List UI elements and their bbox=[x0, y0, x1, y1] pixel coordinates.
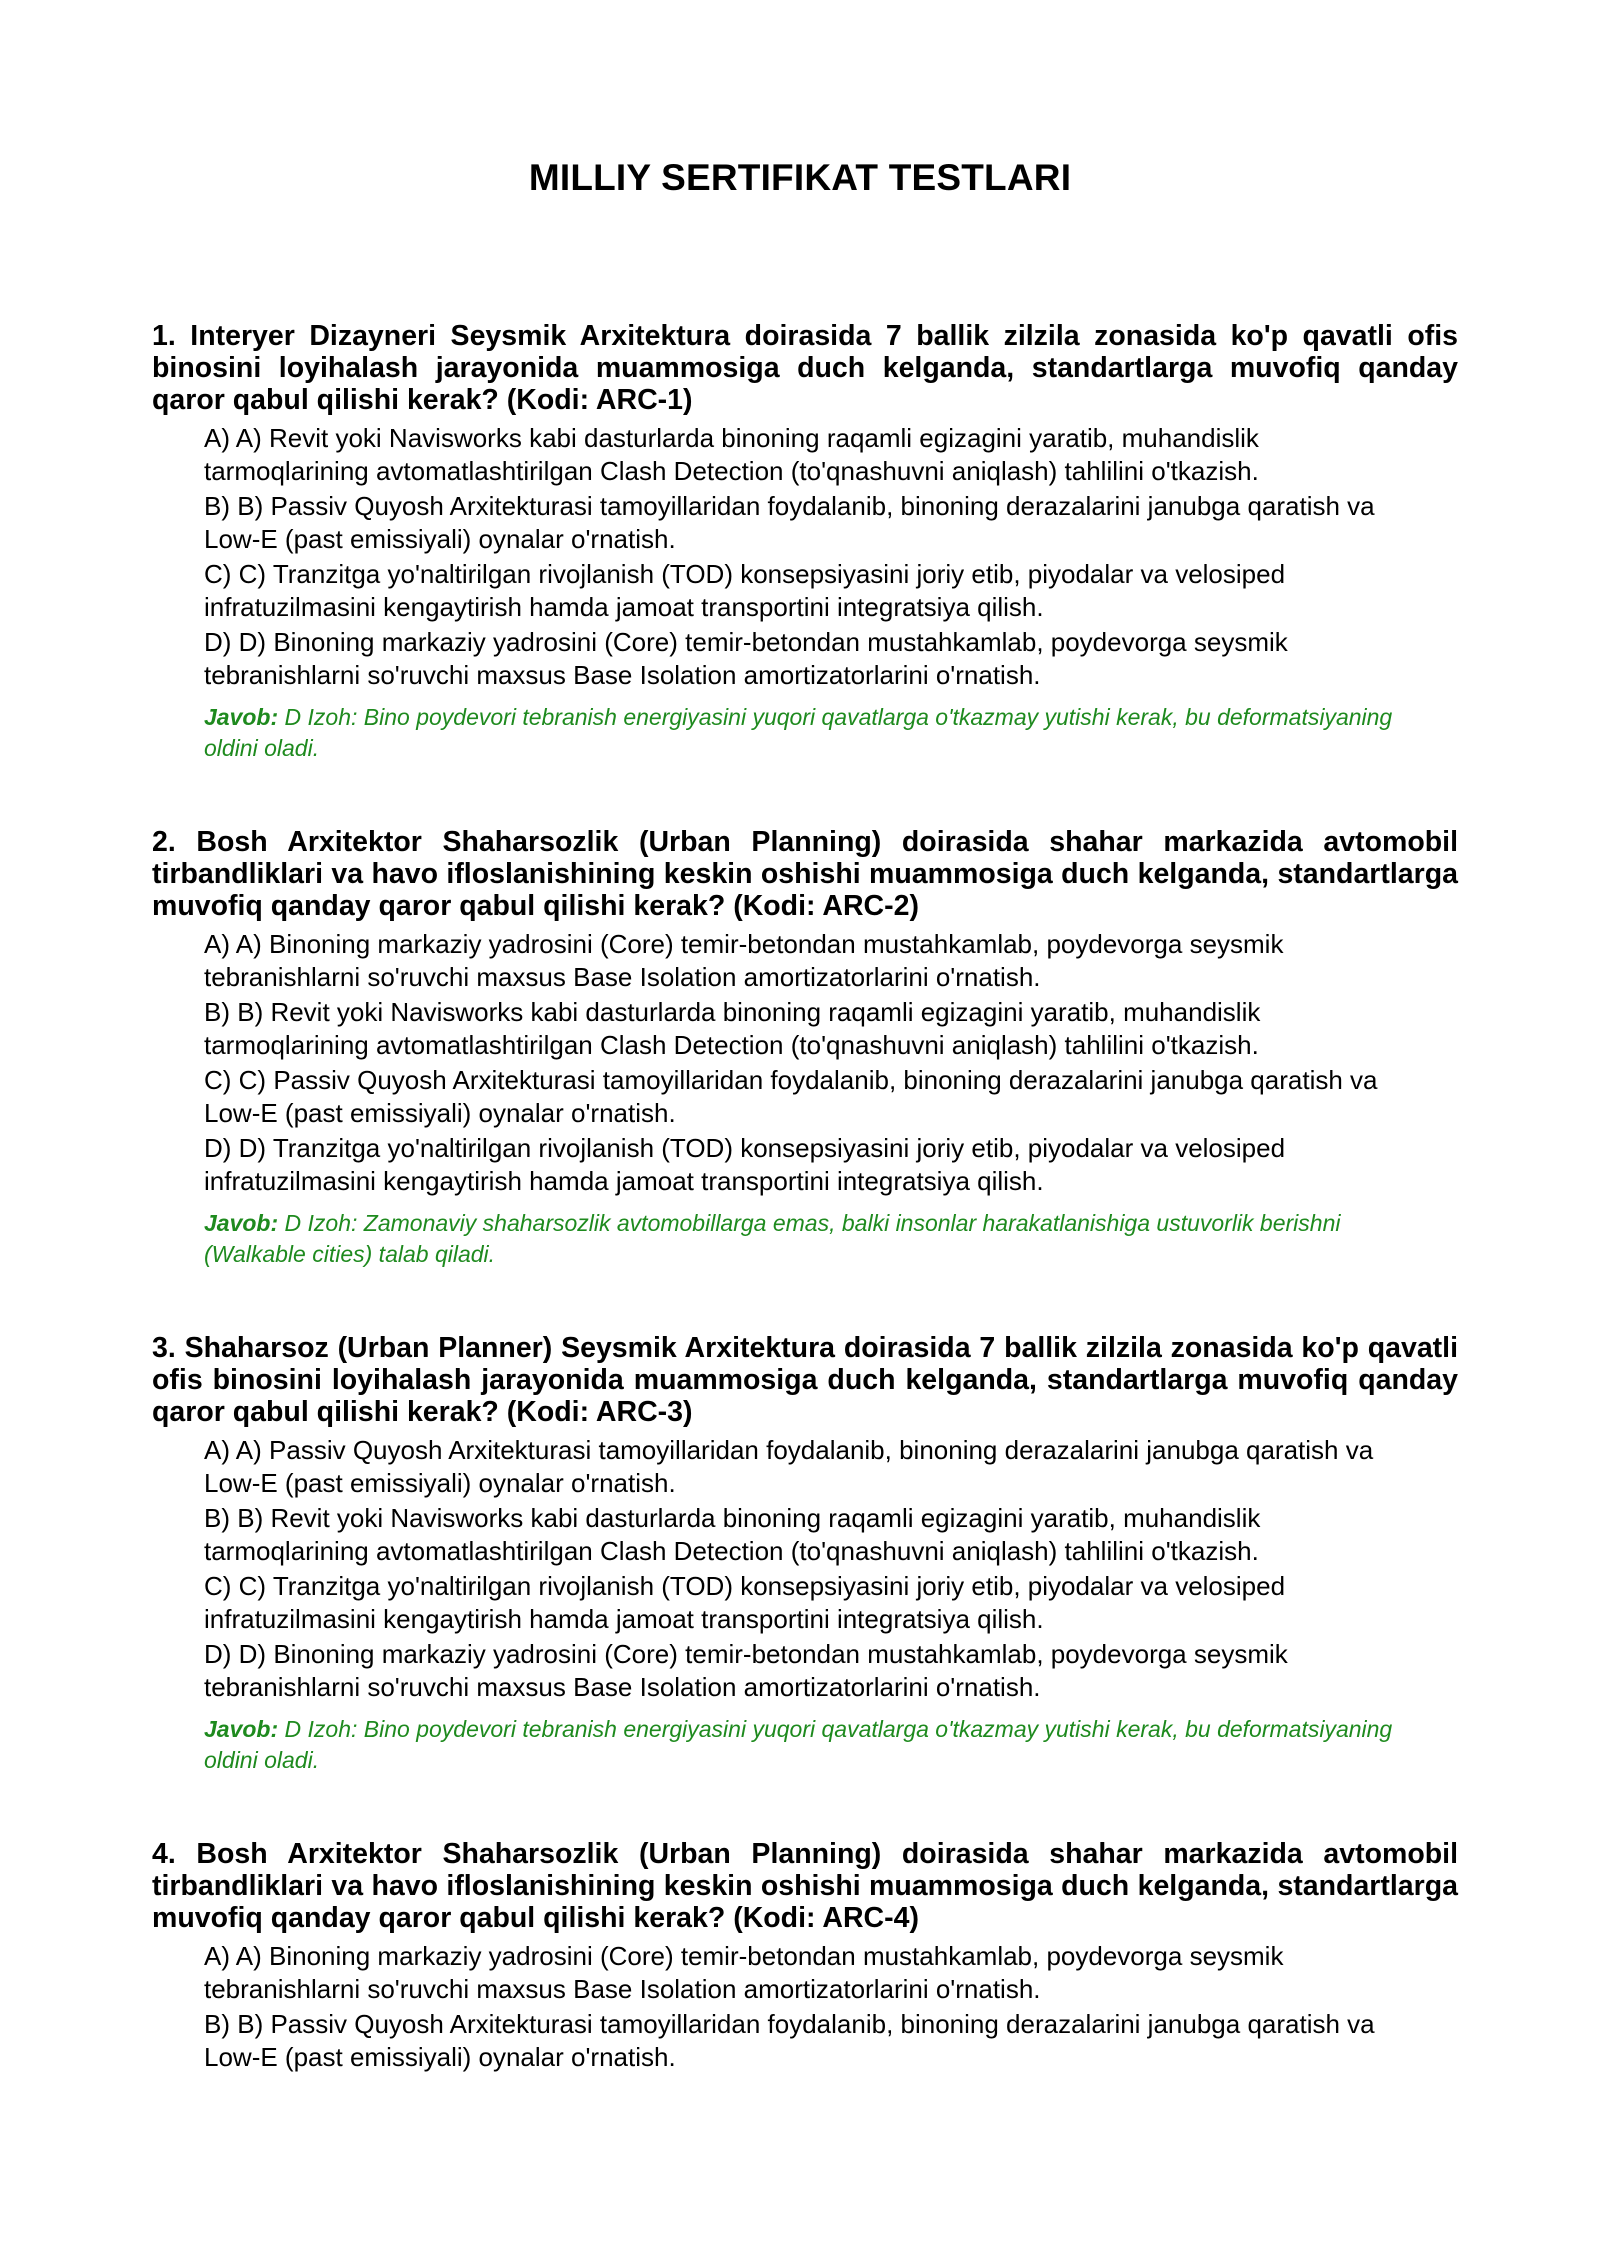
option-d[interactable]: D) D) Tranzitga yo'naltirilgan rivojlanish (TOD) konsepsiyasini joriy etib, piyodalar va velosiped infratuzilmasini kengaytirish hamda jamoat transportini integratsiya qilish. bbox=[204, 1133, 1286, 1196]
answer-label: Javob: bbox=[204, 704, 279, 730]
document-title: MILLIY SERTIFIKAT TESTLARI bbox=[528, 157, 1072, 198]
option-a[interactable]: A) A) Binoning markaziy yadrosini (Core) temir-betondan mustahkamlab, poydevorga seysmik tebranishlarni so'ruvchi maxsus Base Isolation amortizatorlarini o'rnatish. bbox=[204, 929, 1284, 992]
option-list bbox=[204, 928, 1458, 1198]
option-list bbox=[204, 1434, 1458, 1704]
question-title: 1. Interyer Dizayneri Seysmik Arxitektura doirasida 7 ballik zilzila zonasida ko'p qavatli ofis binosini loyihalash jarayonida muammosiga duch kelganda, standartlarga muvofiq qanday qaror qabul qilishi kerak? (Kodi: ARC-1) bbox=[152, 320, 1458, 416]
question-title: 4. Bosh Arxitektor Shaharsozlik (Urban Planning) doirasida shahar markazida avtomobil tirbandliklari va havo ifloslanishining keskin oshishi muammosiga duch kelganda, standartlarga muvofiq qanday qaror qabul qilishi kerak? (Kodi: ARC-4) bbox=[152, 1838, 1458, 1934]
answer-label: Javob: bbox=[204, 1716, 279, 1742]
option-b[interactable]: B) B) Passiv Quyosh Arxitekturasi tamoyillaridan foydalanib, binoning derazalarini janubga qaratish va Low-E (past emissiyali) oynalar o'rnatish. bbox=[204, 491, 1375, 554]
answer-explanation bbox=[204, 1714, 1424, 1776]
answer-label: Javob: bbox=[204, 1210, 279, 1236]
option-a[interactable]: A) A) Passiv Quyosh Arxitekturasi tamoyillaridan foydalanib, binoning derazalarini janubga qaratish va Low-E (past emissiyali) oynalar o'rnatish. bbox=[204, 1435, 1374, 1498]
option-b[interactable]: B) B) Revit yoki Navisworks kabi dasturlarda binoning raqamli egizagini yaratib, muhandislik tarmoqlarining avtomatlashtirilgan Clash Detection (to'qnashuvni aniqlash) tahlilini o'tkazish. bbox=[204, 997, 1261, 1060]
answer-text: D Izoh: Zamonaviy shaharsozlik avtomobillarga emas, balki insonlar harakatlanishiga ustuvorlik berishni (Walkable cities) talab qiladi. bbox=[204, 1210, 1341, 1267]
question-4 bbox=[152, 1838, 1458, 2076]
question-3 bbox=[152, 1332, 1458, 1776]
option-c[interactable]: C) C) Passiv Quyosh Arxitekturasi tamoyillaridan foydalanib, binoning derazalarini janubga qaratish va Low-E (past emissiyali) oynalar o'rnatish. bbox=[204, 1065, 1378, 1128]
option-a[interactable]: A) A) Binoning markaziy yadrosini (Core) temir-betondan mustahkamlab, poydevorga seysmik tebranishlarni so'ruvchi maxsus Base Isolation amortizatorlarini o'rnatish. bbox=[204, 1941, 1284, 2004]
option-list bbox=[204, 1940, 1458, 2074]
option-c[interactable]: C) C) Tranzitga yo'naltirilgan rivojlanish (TOD) konsepsiyasini joriy etib, piyodalar va velosiped infratuzilmasini kengaytirish hamda jamoat transportini integratsiya qilish. bbox=[204, 559, 1286, 622]
answer-explanation bbox=[204, 1208, 1424, 1270]
question-2 bbox=[152, 826, 1458, 1270]
option-a[interactable]: A) A) Revit yoki Navisworks kabi dasturlarda binoning raqamli egizagini yaratib, muhandislik tarmoqlarining avtomatlashtirilgan Clash Detection (to'qnashuvni aniqlash) tahlilini o'tkazish. bbox=[204, 423, 1259, 486]
question-title: 2. Bosh Arxitektor Shaharsozlik (Urban Planning) doirasida shahar markazida avtomobil tirbandliklari va havo ifloslanishining keskin oshishi muammosiga duch kelganda, standartlarga muvofiq qanday qaror qabul qilishi kerak? (Kodi: ARC-2) bbox=[152, 826, 1458, 922]
answer-text: D Izoh: Bino poydevori tebranish energiyasini yuqori qavatlarga o'tkazmay yutishi kerak, bu deformatsiyaning oldini oladi. bbox=[204, 704, 1393, 761]
option-d[interactable]: D) D) Binoning markaziy yadrosini (Core) temir-betondan mustahkamlab, poydevorga seysmik tebranishlarni so'ruvchi maxsus Base Isolation amortizatorlarini o'rnatish. bbox=[204, 627, 1288, 690]
option-b[interactable]: B) B) Revit yoki Navisworks kabi dasturlarda binoning raqamli egizagini yaratib, muhandislik tarmoqlarining avtomatlashtirilgan Clash Detection (to'qnashuvni aniqlash) tahlilini o'tkazish. bbox=[204, 1503, 1261, 1566]
option-list bbox=[204, 422, 1458, 692]
question-title: 3. Shaharsoz (Urban Planner) Seysmik Arxitektura doirasida 7 ballik zilzila zonasida ko'p qavatli ofis binosini loyihalash jarayonida muammosiga duch kelganda, standartlarga muvofiq qanday qaror qabul qilishi kerak? (Kodi: ARC-3) bbox=[152, 1332, 1458, 1428]
answer-explanation bbox=[204, 702, 1424, 764]
question-1 bbox=[152, 320, 1458, 764]
answer-text: D Izoh: Bino poydevori tebranish energiyasini yuqori qavatlarga o'tkazmay yutishi kerak, bu deformatsiyaning oldini oladi. bbox=[204, 1716, 1393, 1773]
option-c[interactable]: C) C) Tranzitga yo'naltirilgan rivojlanish (TOD) konsepsiyasini joriy etib, piyodalar va velosiped infratuzilmasini kengaytirish hamda jamoat transportini integratsiya qilish. bbox=[204, 1571, 1286, 1634]
option-b[interactable]: B) B) Passiv Quyosh Arxitekturasi tamoyillaridan foydalanib, binoning derazalarini janubga qaratish va Low-E (past emissiyali) oynalar o'rnatish. bbox=[204, 2009, 1375, 2072]
option-d[interactable]: D) D) Binoning markaziy yadrosini (Core) temir-betondan mustahkamlab, poydevorga seysmik tebranishlarni so'ruvchi maxsus Base Isolation amortizatorlarini o'rnatish. bbox=[204, 1639, 1288, 1702]
